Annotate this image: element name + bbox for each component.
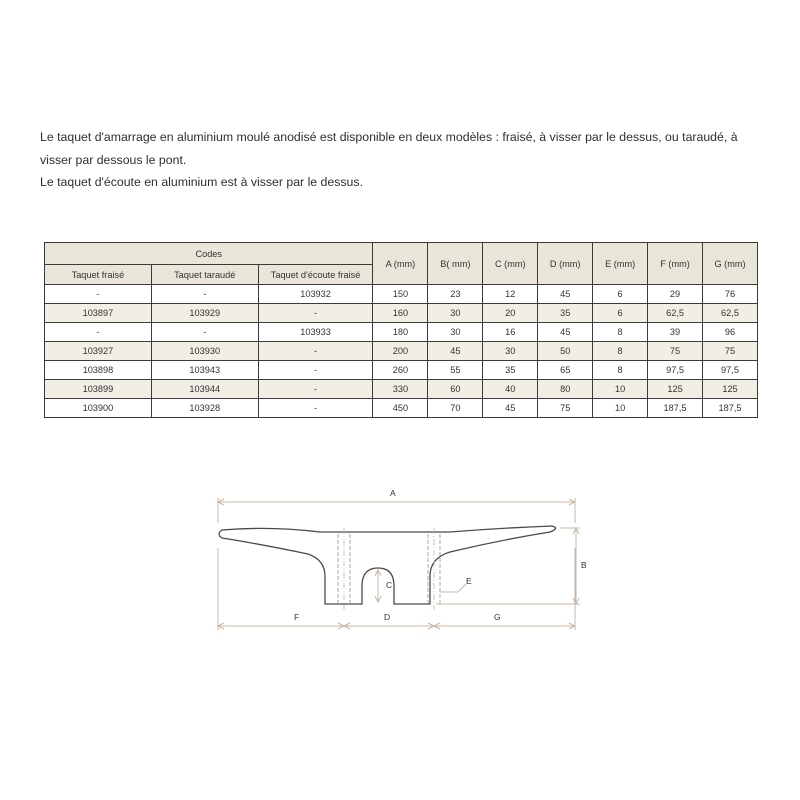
table-row [45,323,758,342]
cell: - [258,361,373,380]
cell: 125 [703,380,758,399]
cell: 103929 [151,304,258,323]
cell: 97,5 [703,361,758,380]
cell: 8 [593,342,648,361]
cell: 45 [428,342,483,361]
cell: 30 [428,323,483,342]
table-row [45,399,758,418]
cell: 103927 [45,342,152,361]
cell: 75 [538,399,593,418]
cell: 6 [593,285,648,304]
cell: 160 [373,304,428,323]
intro-paragraph-2: Le taquet d'écoute en aluminium est à visser par le dessus. [40,175,363,189]
table-row [45,304,758,323]
cell: 103932 [258,285,373,304]
dimensions-table [44,242,758,418]
label-e: E [466,576,472,586]
cell: 40 [483,380,538,399]
cell: 8 [593,323,648,342]
cell: 103899 [45,380,152,399]
dimension-c [375,570,381,602]
cell: - [258,380,373,399]
cell: 70 [428,399,483,418]
cell: 80 [538,380,593,399]
cell: 103928 [151,399,258,418]
cell: - [258,342,373,361]
header-c: C (mm) [483,243,538,285]
cell: 29 [648,285,703,304]
cell: 35 [538,304,593,323]
cell: 330 [373,380,428,399]
cell: - [258,399,373,418]
header-taquet-fraise: Taquet fraisé [45,265,152,285]
header-taquet-ecoute: Taquet d'écoute fraisé [258,265,373,285]
cell: 10 [593,380,648,399]
label-d: D [384,612,391,622]
cell: - [45,323,152,342]
cell: 62,5 [703,304,758,323]
table-row [45,361,758,380]
cell: 180 [373,323,428,342]
cell: 12 [483,285,538,304]
cell: 30 [483,342,538,361]
cell: 30 [428,304,483,323]
header-f: F (mm) [648,243,703,285]
cell: 187,5 [703,399,758,418]
intro-text [40,126,765,194]
header-g: G (mm) [703,243,758,285]
cell: 65 [538,361,593,380]
cell: 23 [428,285,483,304]
cell: 103933 [258,323,373,342]
cell: - [45,285,152,304]
intro-paragraph-1: Le taquet d'amarrage en aluminium moulé anodisé est disponible en deux modèles : fraisé, à visser par le dessus, ou taraudé, à visser par dessous le pont. [40,130,738,167]
cell: 10 [593,399,648,418]
cell: 16 [483,323,538,342]
label-a: A [390,488,396,498]
cell: 187,5 [648,399,703,418]
cell: 103944 [151,380,258,399]
cleat-outline [219,526,556,604]
cell: 62,5 [648,304,703,323]
label-g: G [494,612,501,622]
cell: - [151,323,258,342]
header-d: D (mm) [538,243,593,285]
cell: 55 [428,361,483,380]
codes-group-header: Codes [45,243,373,265]
cell: 103898 [45,361,152,380]
cell: 97,5 [648,361,703,380]
table-row [45,285,758,304]
cell: - [258,304,373,323]
cell: 96 [703,323,758,342]
header-e: E (mm) [593,243,648,285]
header-a: A (mm) [373,243,428,285]
cell: 200 [373,342,428,361]
label-c: C [386,580,393,590]
cell: 76 [703,285,758,304]
label-b: B [581,560,587,570]
cell: 39 [648,323,703,342]
header-taquet-taraude: Taquet taraudé [151,265,258,285]
cell: 20 [483,304,538,323]
cell: 50 [538,342,593,361]
cell: 103897 [45,304,152,323]
cell: 45 [538,285,593,304]
cell: - [151,285,258,304]
cell: 6 [593,304,648,323]
header-b: B( mm) [428,243,483,285]
dimension-a [218,498,575,523]
cell: 8 [593,361,648,380]
dimension-e [440,584,466,592]
cell: 125 [648,380,703,399]
cell: 150 [373,285,428,304]
cleat-diagram [200,478,600,638]
cell: 75 [648,342,703,361]
table-row [45,342,758,361]
cell: 103930 [151,342,258,361]
cell: 103943 [151,361,258,380]
cell: 260 [373,361,428,380]
cell: 35 [483,361,538,380]
cell: 60 [428,380,483,399]
cell: 75 [703,342,758,361]
table-row [45,380,758,399]
cell: 45 [538,323,593,342]
cell: 450 [373,399,428,418]
label-f: F [294,612,300,622]
cell: 45 [483,399,538,418]
cell: 103900 [45,399,152,418]
